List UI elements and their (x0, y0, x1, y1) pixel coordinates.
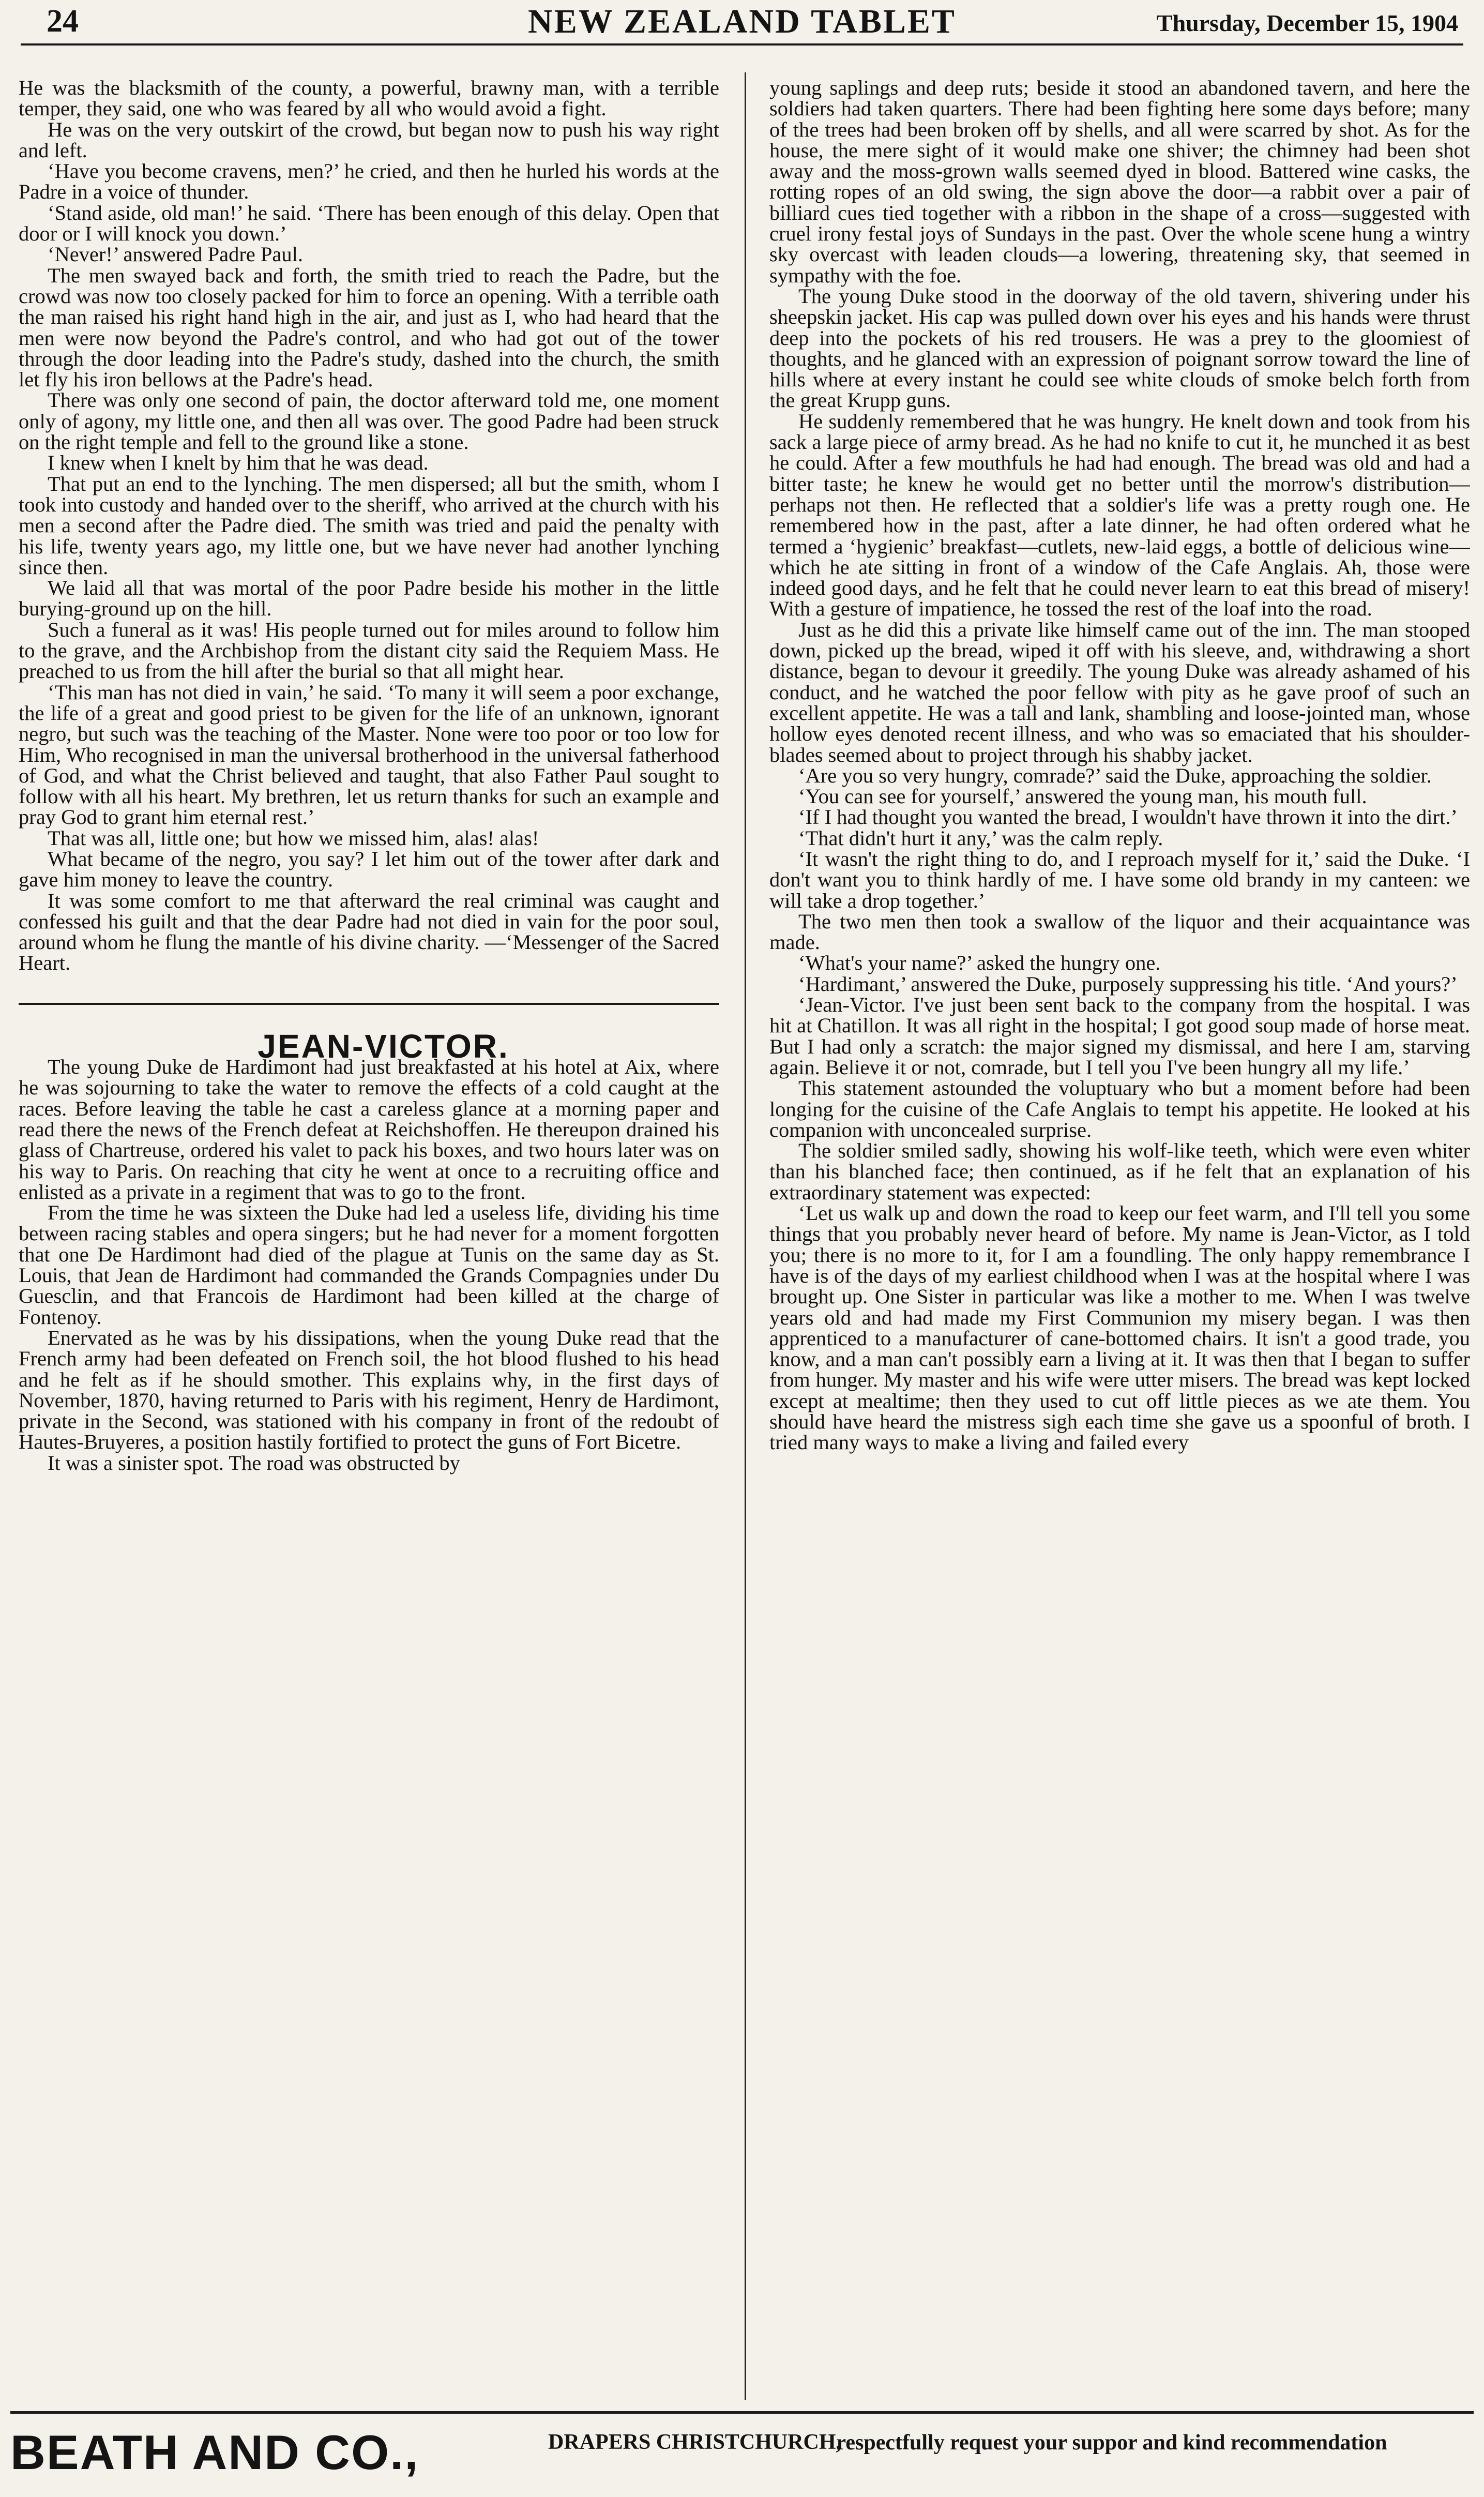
paragraph: That was all, little one; but how we missed him, alas! alas! (48, 826, 539, 850)
paragraph: This statement astounded the voluptuary who but a moment before had been longing for the cuisine of the Cafe Anglais to tempt his appetite. He looked at his companion with unconcealed surprise. (769, 1076, 1470, 1141)
paragraph: ‘Stand aside, old man!’ he said. ‘There has been enough of this delay. Open that door or I will knock you down.’ (19, 201, 719, 246)
right-column (769, 78, 1470, 2400)
paragraph: ‘You can see for yourself,’ answered the young man, his mouth full. (798, 785, 1367, 808)
paragraph: ‘It wasn't the right thing to do, and I reproach myself for it,’ said the Duke. ‘I don't want you to think hardly of me. I have some old brandy in my canteen: we will take a drop together.’ (769, 847, 1470, 912)
paragraph: It was some comfort to me that afterward the real criminal was caught and confessed his guilt and that the dear Padre had not died in vain for the poor soul, around whom he flung the mantle of his divine charity. —‘Messenger of the Sacred Heart. (19, 889, 719, 975)
paragraph: ‘That didn't hurt it any,’ was the calm reply. (798, 826, 1163, 850)
paragraph: I knew when I knelt by him that he was dead. (48, 451, 429, 475)
paragraph: ‘Have you become cravens, men?’ he cried, and then he hurled his words at the Padre in a voice of thunder. (19, 159, 719, 204)
paragraph: ‘Are you so very hungry, comrade?’ said the Duke, approaching the soldier. (798, 763, 1432, 787)
column-divider (745, 72, 746, 2400)
paragraph: young saplings and deep ruts; beside it stood an abandoned tavern, and here the soldiers had taken quarters. There had been fighting here some days before; many of the trees had been broken off by shells, and all were scarred by shot. As for the house, the mere sight of it would make one shiver; the chimney had been shot away and the moss-grown walls seemed dyed in blood. Battered wine casks, the rotting ropes of an old swing, the sign above the door—a rabbit over a pair of billiard cues tied together with a ribbon in the shape of a cross—suggested with cruel irony festal joys of Sundays in the past. Over the whole scene hung a wintry sky overcast with leaden clouds—a lowering, threatening sky, that seemed in sympathy with the foe. (769, 78, 1470, 287)
paragraph: ‘Let us walk up and down the road to keep our feet warm, and I'll tell you some things that you probably never heard of before. My name is Jean-Victor, as I told you; there is no more to it, for I am a foundling. The only happy remembrance I have is of the days of my earliest childhood when I was at the hospital where I was brought up. One Sister in particular was like a mother to me. When I was twelve years old and had made my First Communion my misery began. I was then apprenticed to a manufacturer of cane-bottomed chairs. It isn't a good trade, you know, and a man can't possibly earn a living at it. It was then that I began to suffer from hunger. My master and his wife were utter misers. The bread was kept locked except at mealtime; then they used to cut off little pieces as we ate them. You should have heard the mistress sigh each time she gave us a spoonful of broth. I tried many ways to make a living and failed every (769, 1201, 1470, 1454)
paragraph: ‘Never!’ answered Padre Paul. (48, 243, 304, 266)
story-paragraph: It was a sinister spot. The road was obstructed by (48, 1451, 460, 1475)
page-header (21, 3, 1463, 46)
paragraph: ‘Hardimant,’ answered the Duke, purposely suppressing his title. ‘And yours?’ (798, 972, 1458, 996)
advertisement-footer (10, 2419, 1474, 2492)
story-paragraph: From the time he was sixteen the Duke had led a useless life, dividing his time between racing stables and opera singers; but he had never for a moment forgotten that one De Hardimont had died of the plague at Tunis on the same day as St. Louis, that Jean de Hardimont had commanded the Grands Compagnies under Du Guesclin, and that Francois de Hardimont had been killed at the charge of Fontenoy. (19, 1201, 719, 1329)
advertiser-appeal: respectfully request your suppor and kind recommendation (836, 2431, 1387, 2455)
paragraph: He was on the very outskirt of the crowd, but began now to push his way right and left. (19, 117, 719, 162)
left-column (19, 78, 719, 2400)
story-title: JEAN-VICTOR. (258, 1027, 509, 1065)
paragraph: ‘What's your name?’ asked the hungry one. (798, 951, 1161, 975)
advertiser-name: BEATH AND CO., (10, 2425, 419, 2479)
story-paragraph: Enervated as he was by his dissipations, when the young Duke read that the French army had been defeated on French soil, the hot blood flushed to his head and he felt as if he should smother. This explains why, in the first days of November, 1870, having returned to Paris with his regiment, Henry de Hardimont, private in the Second, was stationed with his company in front of the redoubt of Hautes-Bruyeres, a position hastily fortified to protect the guns of Fort Bicetre. (19, 1326, 719, 1454)
paragraph: He was the blacksmith of the county, a powerful, brawny man, with a terrible temper, they said, one who was feared by all who would avoid a fight. (19, 78, 719, 121)
paragraph: ‘Jean-Victor. I've just been sent back to the company from the hospital. I was hit at Chatillon. It was all right in the hospital; I got good soup made of horse meat. But I had only a scratch: the major signed my dismissal, and here I am, starving again. Believe it or not, comrade, but I tell you I've been hungry all my life.’ (769, 993, 1470, 1079)
paragraph: Just as he did this a private like himself came out of the inn. The man stooped down, picked up the bread, wiped it off with his sleeve, and, withdrawing a short distance, began to devour it greedily. The young Duke was already ashamed of his conduct, and he watched the poor fellow with pity as he gave proof of such an excellent appetite. He was a tall and lank, shambling and loose-jointed man, whose hollow eyes denoted recent illness, and who was so emaciated that his shoulder-blades seemed about to project through his shabby jacket. (769, 618, 1470, 766)
paragraph: Such a funeral as it was! His people turned out for miles around to follow him to the grave, and the Archbishop from the distant city said the Requiem Mass. He preached to us from the hill after the burial so that all might hear. (19, 618, 719, 683)
advertiser-trade: DRAPERS CHRISTCHURCH, (548, 2430, 842, 2454)
paragraph: The two men then took a swallow of the liquor and their acquaintance was made. (769, 909, 1470, 954)
footer-rule (10, 2411, 1474, 2414)
paragraph: The men swayed back and forth, the smith tried to reach the Padre, but the crowd was now too closely packed for him to force an opening. With a terrible oath the man raised his right hand high in the air, and just as I, who had heard that the men were now beyond the Padre's control, and who had got out of the tower through the door leading into the Padre's study, dashed into the church, the smith let fly his iron bellows at the Padre's head. (19, 263, 719, 392)
paragraph: He suddenly remembered that he was hungry. He knelt down and took from his sack a large piece of army bread. As he had no knife to cut it, he munched it as best he could. After a few mouthfuls he had had enough. The bread was old and had a bitter taste; he knew he would get no better until the morrow's distribution—perhaps not then. He reflected that a soldier's life was a pretty rough one. He remembered how in the past, after a late dinner, he had often ordered what he termed a ‘hygienic’ breakfast—cutlets, new-laid eggs, a bottle of delicious wine—which he ate sitting in front of a window of the Cafe Anglais. Ah, those were indeed good days, and he felt that he could never learn to eat this bread of misery! With a gesture of impatience, he tossed the rest of the loaf into the road. (769, 409, 1470, 621)
paragraph: ‘This man has not died in vain,’ he said. ‘To many it will seem a poor exchange, the life of a great and good priest to be given for the life of an unknown, ignorant negro, but such was the teaching of the Master. None were too poor or too low for Him, Who recognised in man the universal brotherhood in the universal fatherhood of God, and what the Christ believed and taught, that also Father Paul sought to follow with all his heart. My brethren, let us return thanks for such an example and pray God to grant him eternal rest.’ (19, 680, 719, 829)
paragraph: That put an end to the lynching. The men dispersed; all but the smith, whom I took into custody and handed over to the sheriff, who arrived at the church with his men a second after the Padre died. The smith was tried and paid the penalty with his life, twenty years ago, my little one, but we have never had another lynching since then. (19, 472, 719, 579)
masthead: NEW ZEALAND TABLET (528, 3, 956, 40)
issue-date: Thursday, December 15, 1904 (1156, 10, 1458, 36)
story-separator (19, 1003, 719, 1005)
page-number: 24 (47, 4, 79, 39)
paragraph: The soldier smiled sadly, showing his wolf-like teeth, which were even whiter than his blanched face; then continued, as if he felt that an explanation of his extraordinary statement was expected: (769, 1139, 1470, 1204)
paragraph: ‘If I had thought you wanted the bread, I wouldn't have thrown it into the dirt.’ (798, 805, 1458, 829)
story-paragraph: The young Duke de Hardimont had just breakfasted at his hotel at Aix, where he was sojourning to take the water to remove the effects of a cold caught at the races. Before leaving the table he cast a careless glance at a morning paper and read there the news of the French defeat at Reichshoffen. He thereupon drained his glass of Chartreuse, ordered his valet to pack his boxes, and two hours later was on his way to Paris. On reaching that city he went at once to a recruiting office and enlisted as a private in a regiment that was to go to the front. (19, 1055, 719, 1204)
paragraph: We laid all that was mortal of the poor Padre beside his mother in the little burying-ground up on the hill. (19, 576, 719, 621)
paragraph: The young Duke stood in the doorway of the old tavern, shivering under his sheepskin jacket. His cap was pulled down over his eyes and his hands were thrust deep into the pockets of his red trousers. He was a prey to the gloomiest of thoughts, and he glanced with an expression of poignant sorrow toward the line of hills where at every instant he could see white clouds of smoke belch forth from the great Krupp guns. (769, 284, 1470, 412)
paragraph: What became of the negro, you say? I let him out of the tower after dark and gave him money to leave the country. (19, 847, 719, 892)
paragraph: There was only one second of pain, the doctor afterward told me, one moment only of agony, my little one, and then all was over. The good Padre had been struck on the right temple and fell to the ground like a stone. (19, 388, 719, 454)
